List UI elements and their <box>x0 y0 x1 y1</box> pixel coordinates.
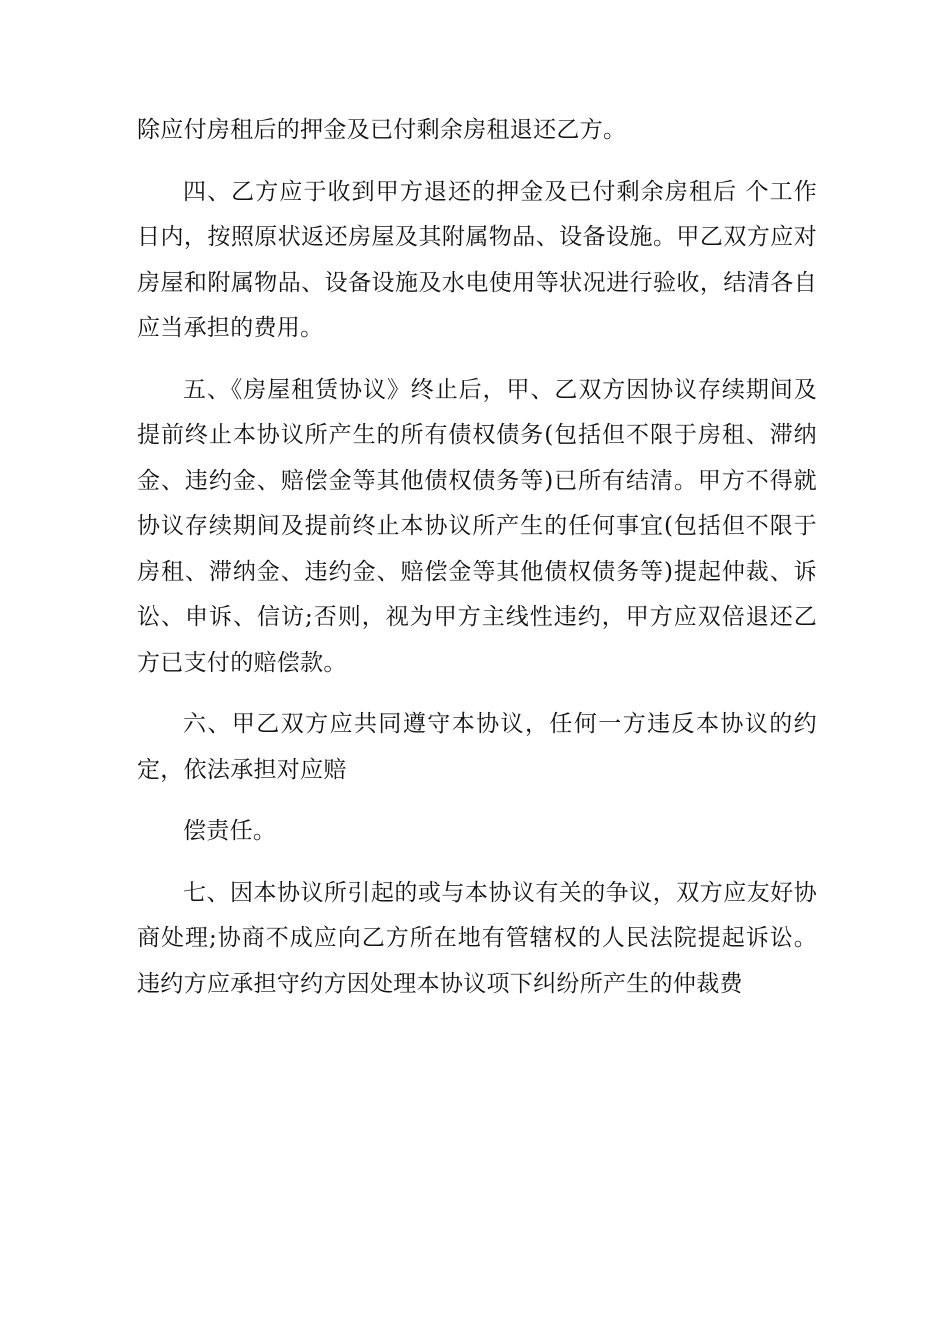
paragraph-clause-4: 四、乙方应于收到甲方退还的押金及已付剩余房租后 个工作日内，按照原状返还房屋及其附属物品、设备设施。甲乙双方应对房屋和附属物品、设备设施及水电使用等状况进行验收，结清各自应当承担的费用。 <box>137 178 817 341</box>
paragraph-clause-7: 七、因本协议所引起的或与本协议有关的争议，双方应友好协商处理;协商不成应向乙方所在地有管辖权的人民法院提起诉讼。违约方应承担守约方因处理本协议项下纠纷所产生的仲裁费 <box>137 879 817 997</box>
paragraph-continued: 除应付房租后的押金及已付剩余房租退还乙方。 <box>137 117 627 143</box>
paragraph-clause-5: 五、《房屋租赁协议》终止后，甲、乙双方因协议存续期间及提前终止本协议所产生的所有债权债务(包括但不限于房租、滞纳金、违约金、赔偿金等其他债权债务等)已所有结清。甲方不得就协议存续期间及提前终止本协议所产生的任何事宜(包括但不限于房租、滞纳金、违约金、赔偿金等其他债权债务等)提起仲裁、诉讼、申诉、信访;否则，视为甲方主线性违约，甲方应双倍退还乙方已支付的赔偿款。 <box>137 376 817 676</box>
paragraph-clause-6: 六、甲乙双方应共同遵守本协议，任何一方违反本协议的约定，依法承担对应赔 <box>137 711 817 783</box>
document-body <box>137 108 817 1023</box>
paragraph-clause-6-continued: 偿责任。 <box>183 818 277 844</box>
